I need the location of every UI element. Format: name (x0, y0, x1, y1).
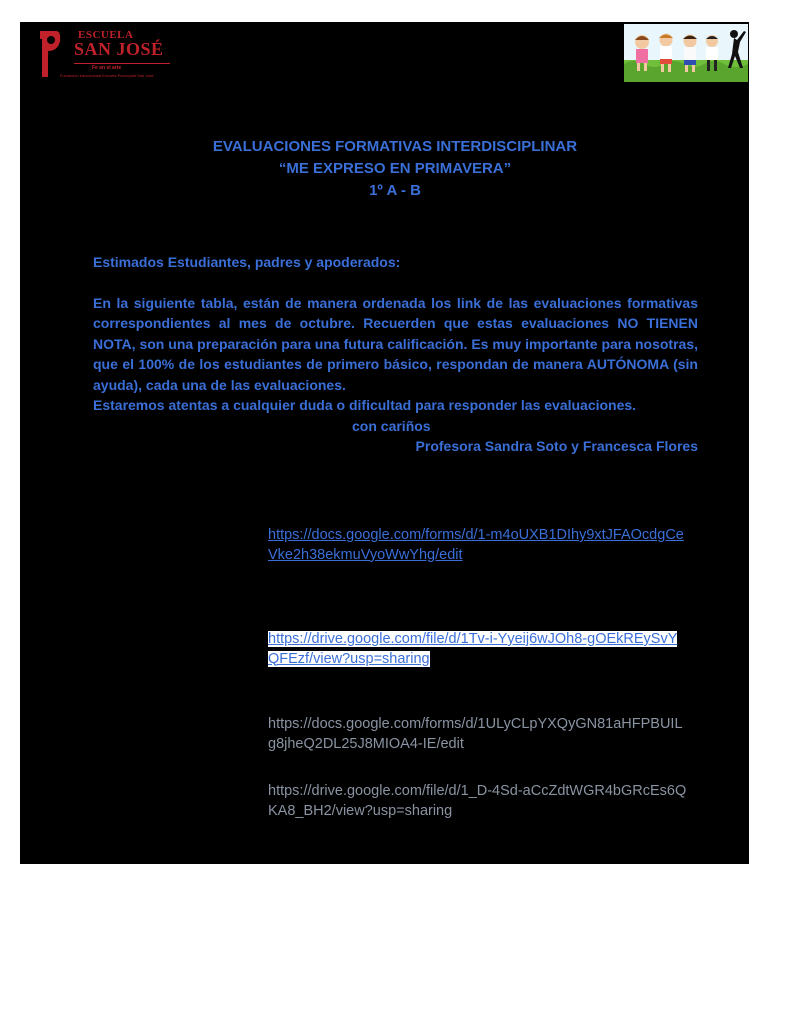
logo-tagline: Fe en el arte (92, 65, 122, 71)
logo-subline: Fundación educacional Escuela Parroquial San José (60, 73, 154, 78)
signoff: con cariños (352, 417, 431, 434)
evaluation-link-2[interactable] (268, 630, 688, 669)
closing-line: Estaremos atentas a cualquier duda o dificultad para responder las evaluaciones. (93, 397, 637, 413)
school-logo-icon (36, 27, 62, 81)
document-page (20, 22, 749, 864)
logo-name: SAN JOSÉ (74, 39, 164, 59)
school-logo (36, 27, 196, 85)
evaluation-link-1[interactable]: https://docs.google.com/forms/d/1-m4oUXB1DIhy9xtJFAOcdgCeVke2h38ekmuVyoWwYhg/edit (268, 527, 684, 563)
kids-illustration-icon (624, 24, 748, 82)
letter-body (93, 252, 698, 457)
evaluation-link-2-text[interactable]: https://drive.google.com/file/d/1Tv-i-Yyeij6wJOh8-gOEkREySvYQFEzf/view?usp=sharing (268, 631, 678, 667)
signature: Profesora Sandra Soto y Francesca Flores (415, 438, 698, 454)
logo-escuela: ESCUELA (78, 29, 134, 41)
title-line-3: 1º A - B (369, 182, 421, 199)
evaluation-link-3[interactable]: https://docs.google.com/forms/d/1ULyCLpYXQyGN81aHFPBUILg8jheQ2DL25J8MIOA4-IE/edit (268, 716, 683, 752)
intro-paragraph: En la siguiente tabla, están de manera ordenada los link de las evaluaciones formativas correspondientes al mes de octubre. Recuerden que estas evaluaciones NO TIENEN NOTA, son una preparación para una futura calificación. Es muy importante para nosotras, que el 100% de los estudiantes de primero básico, respondan de manera AUTÓNOMA (sin ayuda), cada una de las evaluaciones. (93, 294, 698, 393)
evaluation-link-4[interactable]: https://drive.google.com/file/d/1_D-4Sd-aCcZdtWGR4bGRcEs6QKA8_BH2/view?usp=sharing (268, 783, 687, 819)
greeting: Estimados Estudiantes, padres y apoderados: (93, 254, 401, 270)
title-line-2: “ME EXPRESO EN PRIMAVERA” (278, 160, 512, 177)
title-line-1: EVALUACIONES FORMATIVAS INTERDISCIPLINAR (212, 138, 578, 155)
logo-divider (74, 63, 170, 64)
